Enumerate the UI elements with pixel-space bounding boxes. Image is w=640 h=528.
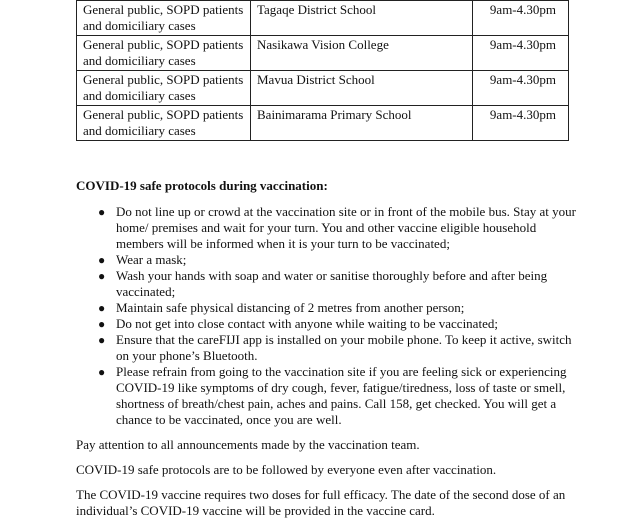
site-cell: Bainimarama Primary School: [251, 106, 473, 141]
list-item: [76, 252, 576, 268]
list-item: [76, 300, 576, 316]
list-item: [76, 332, 576, 364]
announcements-paragraph: Pay attention to all announcements made by the vaccination team.: [76, 437, 420, 452]
post-vaccination-paragraph: COVID-19 safe protocols are to be followed by everyone even after vaccination.: [76, 462, 497, 477]
time-cell: 9am-4.30pm: [473, 71, 569, 106]
second-dose-paragraph: The COVID-19 vaccine requires two doses for full efficacy. The date of the second dose of an individual’s COVID-19 vaccine will be provided in the vaccine card.: [76, 487, 566, 518]
eligible-group-cell: General public, SOPD patients and domiciliary cases: [77, 1, 251, 36]
eligible-group-cell: General public, SOPD patients and domiciliary cases: [77, 106, 251, 141]
list-item-text: Maintain safe physical distancing of 2 metres from another person;: [116, 300, 465, 315]
list-item: [76, 364, 576, 428]
list-item-text: Do not get into close contact with anyone while waiting to be vaccinated;: [116, 316, 498, 331]
table-row: [77, 1, 569, 36]
list-item-text: Ensure that the careFIJI app is installed on your mobile phone. To keep it active, switch on your phone’s Bluetooth.: [116, 332, 572, 363]
eligible-group-cell: General public, SOPD patients and domiciliary cases: [77, 36, 251, 71]
bullet-icon: ●: [98, 269, 106, 283]
bullet-icon: ●: [98, 317, 106, 331]
time-cell: 9am-4.30pm: [473, 36, 569, 71]
bullet-icon: ●: [98, 365, 106, 379]
bullet-icon: ●: [98, 253, 106, 267]
list-item: [76, 204, 576, 252]
table-row: [77, 36, 569, 71]
vaccination-schedule-table: [76, 0, 569, 141]
time-cell: 9am-4.30pm: [473, 1, 569, 36]
time-cell: 9am-4.30pm: [473, 106, 569, 141]
table-row: [77, 71, 569, 106]
list-item: [76, 316, 576, 332]
bullet-icon: ●: [98, 333, 106, 347]
protocols-list: [76, 204, 576, 428]
bullet-icon: ●: [98, 301, 106, 315]
table-row: [77, 106, 569, 141]
site-cell: Nasikawa Vision College: [251, 36, 473, 71]
list-item-text: Do not line up or crowd at the vaccination site or in front of the mobile bus. Stay at your home/ premises and wait for your turn. You and other vaccine eligible household members will be informed when it is your turn to be vaccinated;: [116, 204, 576, 251]
list-item-text: Please refrain from going to the vaccination site if you are feeling sick or experiencing COVID-19 like symptoms of dry cough, fever, fatigue/tiredness, loss of taste or smell, shortness of breath/chest pain, aches and pains. Call 158, get checked. You will get a chance to be vaccinated, once you are well.: [116, 364, 567, 427]
eligible-group-cell: General public, SOPD patients and domiciliary cases: [77, 71, 251, 106]
list-item-text: Wash your hands with soap and water or sanitise thoroughly before and after being vaccinated;: [116, 268, 548, 299]
bullet-icon: ●: [98, 205, 106, 219]
site-cell: Mavua District School: [251, 71, 473, 106]
list-item-text: Wear a mask;: [116, 252, 187, 267]
site-cell: Tagaqe District School: [251, 1, 473, 36]
list-item: [76, 268, 576, 300]
protocols-heading: COVID-19 safe protocols during vaccination:: [76, 178, 328, 193]
